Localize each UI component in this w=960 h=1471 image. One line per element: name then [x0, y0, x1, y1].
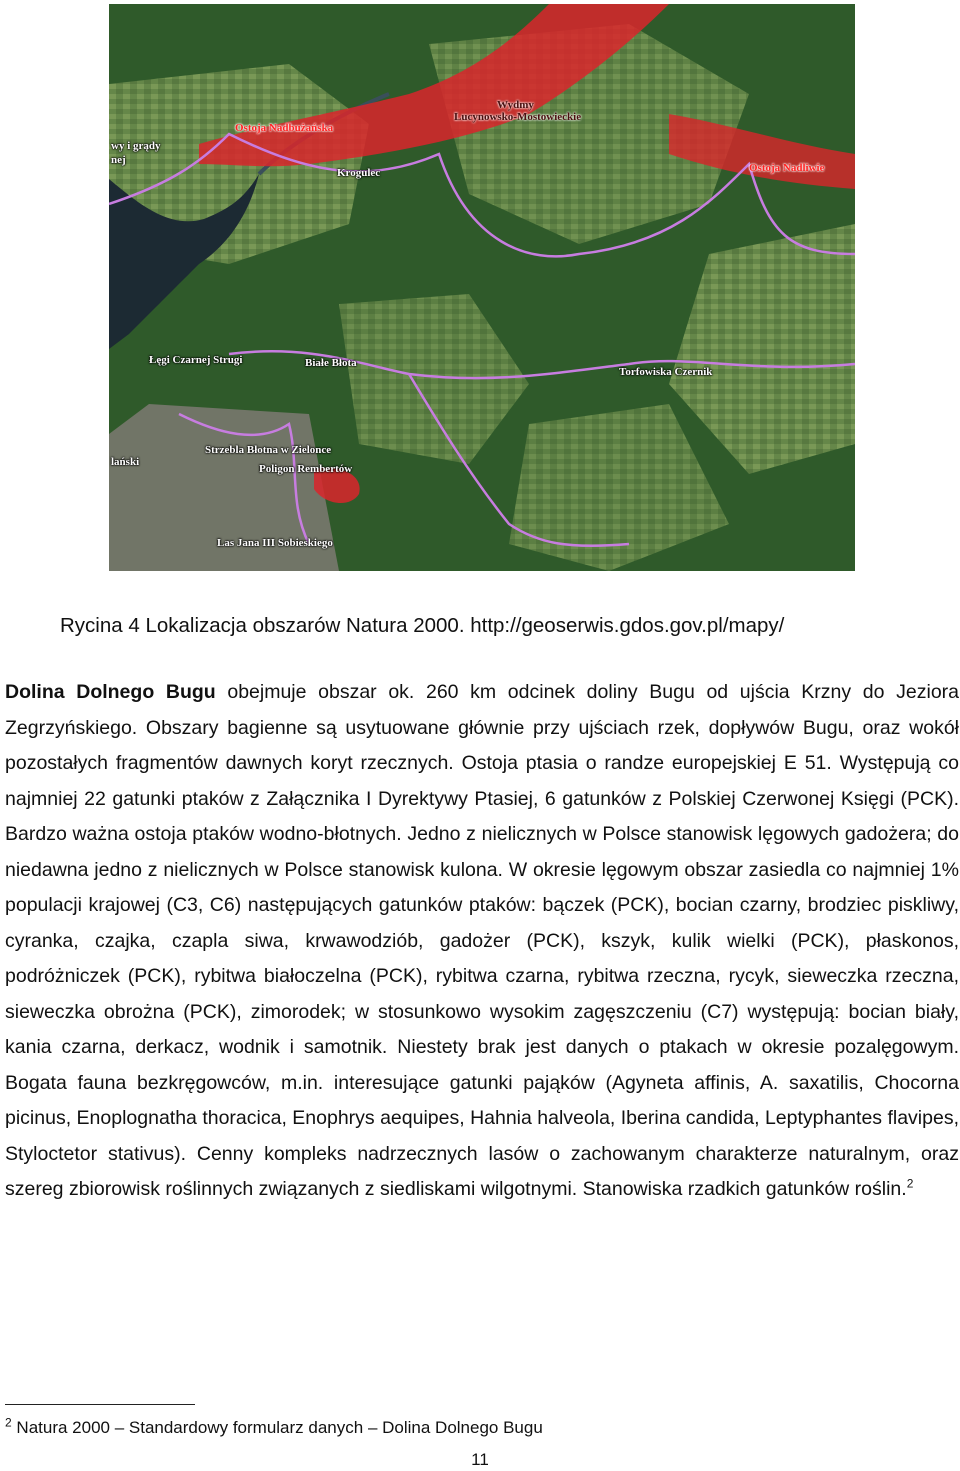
figure-caption: Rycina 4 Lokalizacja obszarów Natura 2000. http://geoserwis.gdos.gov.pl/mapy/ — [60, 614, 785, 637]
map-label-left-top-2: nej — [111, 154, 126, 166]
map-label-left-top-1: wy i grądy — [111, 140, 161, 152]
natura-2000-map — [109, 4, 855, 571]
map-label-biale-bloto: Białe Błota — [305, 357, 357, 369]
footnote-number: 2 — [5, 1415, 12, 1430]
body-paragraph — [5, 675, 959, 1208]
footnote — [5, 1415, 543, 1438]
map-label-lagi: Łęgi Czarnej Strugi — [149, 354, 243, 366]
map-label-krogulec: Krogulec — [337, 167, 381, 179]
map-label-wydmy: Wydmy — [497, 99, 534, 111]
map-label-left-mid: lański — [111, 456, 140, 468]
map-label-las-jana: Las Jana III Sobieskiego — [217, 537, 333, 549]
map-label-torfowiska: Torfowiska Czernik — [619, 366, 713, 378]
footnote-reference[interactable]: 2 — [906, 1176, 914, 1191]
map-label-strzebla: Strzebla Błotna w Zielonce — [205, 444, 332, 456]
map-label-ostoja-nadliwie: Ostoja Nadliwie — [749, 162, 825, 174]
map-label-ostoja-nadbuzanska: Ostoja Nadbużańska — [235, 122, 334, 134]
footnote-divider — [5, 1404, 195, 1405]
footnote-text: Natura 2000 – Standardowy formularz danych – Dolina Dolnego Bugu — [11, 1418, 543, 1437]
lead-term: Dolina Dolnego Bugu — [5, 681, 216, 703]
page-number: 11 — [471, 1450, 489, 1469]
map-graphic — [109, 4, 855, 571]
map-label-lucynowsko: Lucynowsko-Mostowieckie — [454, 111, 582, 123]
map-label-poligon: Poligon Rembertów — [259, 463, 353, 475]
paragraph-text: obejmuje obszar ok. 260 km odcinek doliny Bugu od ujścia Krzny do Jeziora Zegrzyńskiego. Obszary bagienne są usytuowane głównie przy ujściach rzek, dopływów Bugu, oraz wokół pozostałych fragmentów dawnych koryt rzecznych. Ostoja ptasia o randze europejskiej E 51. Występują co najmniej 22 gatunki ptaków z Załącznika I Dyrektywy Ptasiej, 6 gatunków z Polskiej Czerwonej Księgi (PCK). Bardzo ważna ostoja ptaków wodno-błotnych. Jedno z nielicznych w Polsce stanowisk lęgowych gadożera; do niedawna jedno z nielicznych w Polsce stanowisk kulona. W okresie lęgowym obszar zasiedla co najmniej 1% populacji krajowej (C3, C6) następujących gatunków ptaków: bączek (PCK), bocian czarny, brodziec piskliwy, cyranka, czajka, czapla siwa, krwawodziób, gadożer (PCK), kszyk, kulik wielki (PCK), płaskonos, podróżniczek (PCK), rybitwa białoczelna (PCK), rybitwa czarna, rybitwa rzeczna, rycyk, sieweczka rzeczna, sieweczka obrożna (PCK), zimorodek; w stosunkowo wysokim zagęszczeniu (C7) występują: bocian biały, kania czarna, derkacz, wodnik i samotnik. Niestety brak jest danych o ptakach w okresie pozalęgowym. Bogata fauna bezkręgowców, m.in. interesujące gatunki pająków (Agyneta affinis, A. saxatilis, Chocorna picinus, Enoplognatha thoracica, Enophrys aequipes, Hahnia halveola, Iberina candida, Leptyphantes flavipes, Styloctetor stativus). Cenny kompleks nadrzecznych lasów o zachowanym charakterze naturalnym, oraz szereg zbiorowisk roślinnych związanych z siedliskami wilgotnymi. Stanowiska rzadkich gatunków roślin. — [5, 681, 959, 1200]
